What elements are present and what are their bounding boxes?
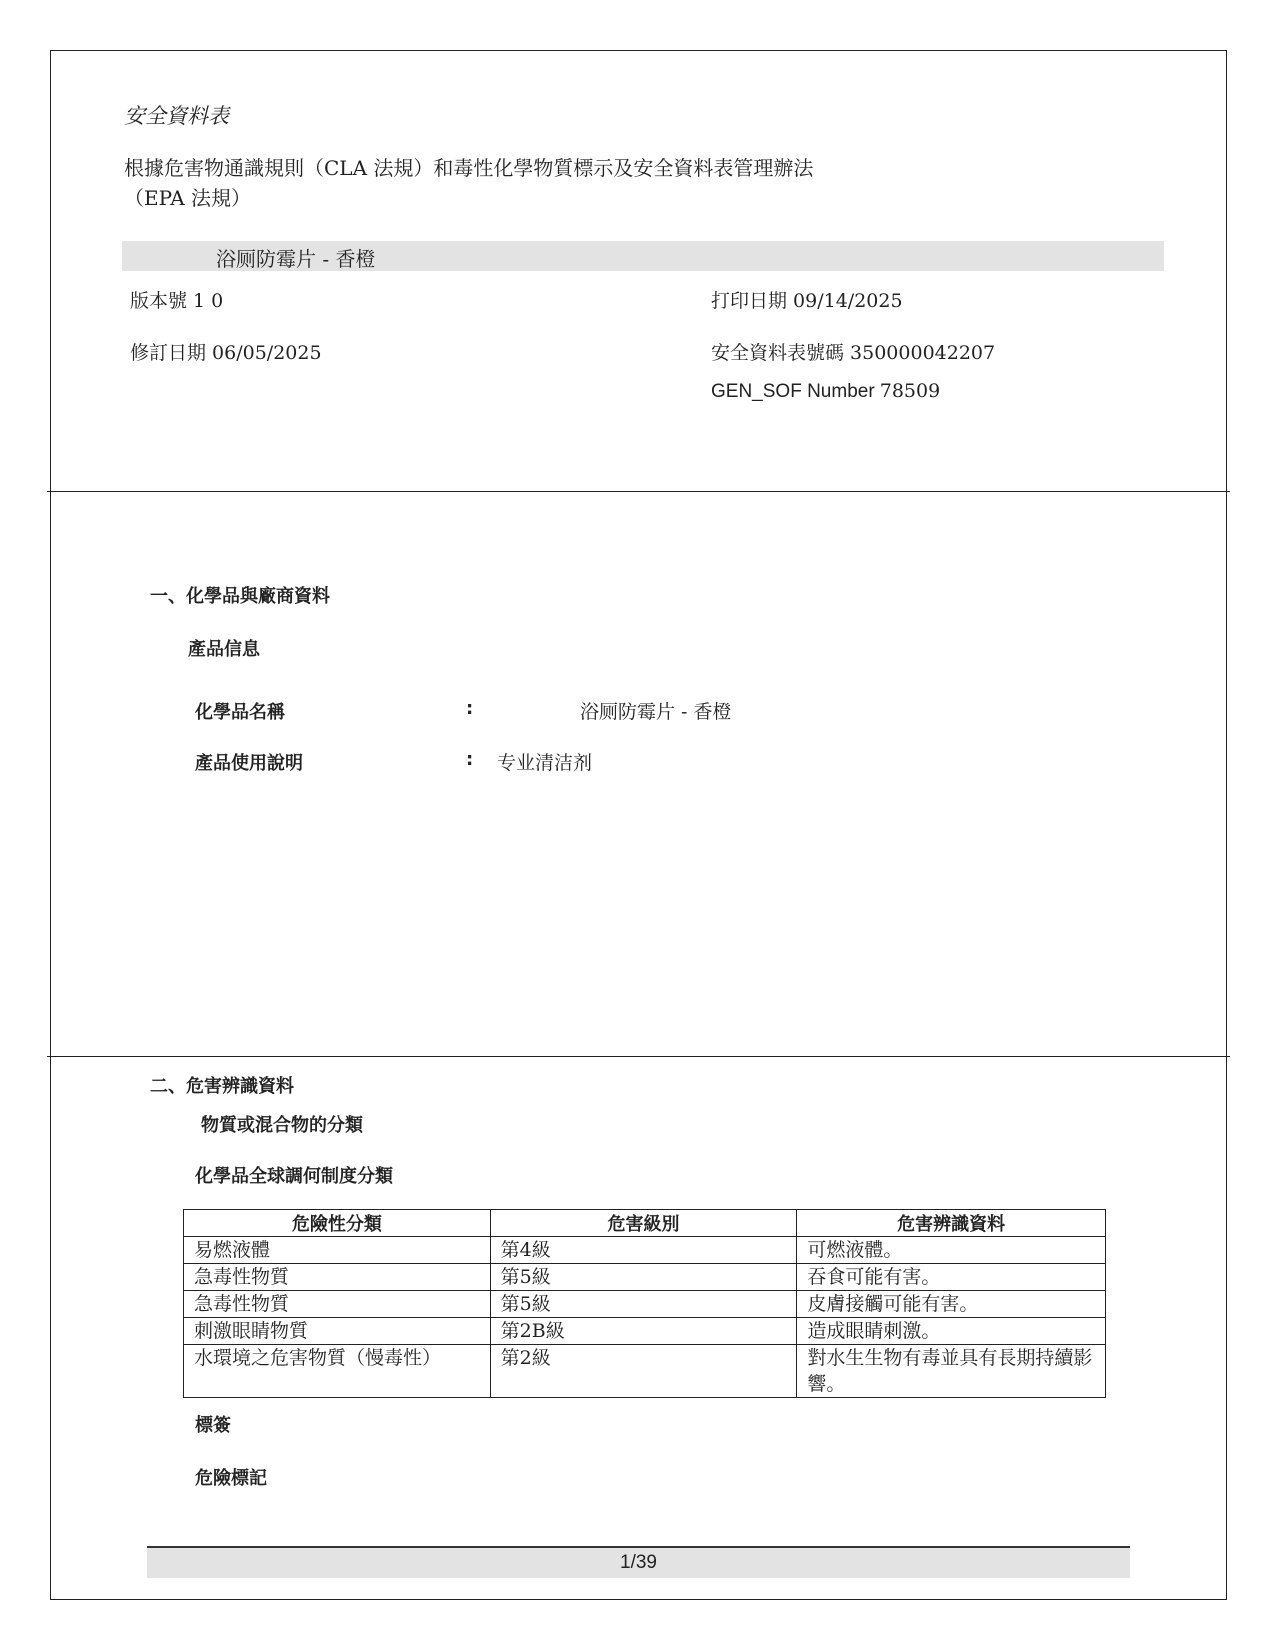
chemical-name-value: 浴厕防霉片 - 香橙 — [580, 701, 732, 723]
page-footer — [147, 1546, 1130, 1578]
table-cell: 第5級 — [490, 1264, 797, 1291]
table-cell: 第2級 — [490, 1345, 797, 1398]
table-cell: 可燃液體。 — [797, 1237, 1106, 1264]
label-heading: 標簽 — [195, 1415, 231, 1436]
product-name-bar — [122, 241, 1164, 271]
sds-number: 安全資料表號碼 350000042207 — [711, 342, 996, 364]
field-colon: : — [466, 698, 474, 719]
table-cell: 水環境之危害物質（慢毒性） — [184, 1345, 491, 1398]
print-date: 打印日期 09/14/2025 — [711, 290, 903, 312]
classification-heading: 物質或混合物的分類 — [201, 1115, 363, 1136]
table-header-row — [184, 1210, 1106, 1237]
page-number: 1/39 — [620, 1552, 657, 1573]
product-use-value: 专业清洁剂 — [497, 752, 593, 774]
table-cell: 皮膚接觸可能有害。 — [797, 1291, 1106, 1318]
hazard-mark-heading: 危險標記 — [195, 1468, 267, 1489]
gen-sof-number — [711, 380, 940, 403]
table-cell: 對水生生物有毒並具有長期持續影響。 — [797, 1345, 1106, 1398]
ghs-classification-table — [183, 1209, 1106, 1398]
product-name: 浴厕防霉片 - 香橙 — [216, 247, 376, 271]
ghs-classification-heading: 化學品全球調何制度分類 — [195, 1166, 393, 1187]
chemical-name-label: 化學品名稱 — [195, 702, 285, 723]
table-row — [184, 1264, 1106, 1291]
revision-date: 修訂日期 06/05/2025 — [130, 342, 322, 364]
table-cell: 第2B級 — [490, 1318, 797, 1345]
divider — [47, 1056, 1230, 1057]
product-info-heading: 產品信息 — [188, 639, 260, 660]
table-cell: 造成眼睛刺激。 — [797, 1318, 1106, 1345]
table-row — [184, 1345, 1106, 1398]
column-header: 危害級別 — [490, 1210, 797, 1237]
column-header: 危險性分類 — [184, 1210, 491, 1237]
table-cell: 急毒性物質 — [184, 1264, 491, 1291]
product-use-label: 產品使用說明 — [195, 753, 303, 774]
regulation-subtitle: 根據危害物通識規則（CLA 法規）和毒性化學物質標示及安全資料表管理辦法（EPA 法規） — [124, 156, 814, 210]
divider — [47, 491, 1230, 492]
table-cell: 第4級 — [490, 1237, 797, 1264]
table-cell: 刺激眼睛物質 — [184, 1318, 491, 1345]
table-cell: 第5級 — [490, 1291, 797, 1318]
column-header: 危害辨識資料 — [797, 1210, 1106, 1237]
table-cell: 急毒性物質 — [184, 1291, 491, 1318]
table-cell: 吞食可能有害。 — [797, 1264, 1106, 1291]
section-1-heading: 一、化學品與廠商資料 — [150, 586, 330, 607]
table-cell: 易燃液體 — [184, 1237, 491, 1264]
section-2-heading: 二、危害辨識資料 — [150, 1076, 294, 1097]
document-title: 安全資料表 — [124, 104, 229, 128]
table-row — [184, 1318, 1106, 1345]
version-number: 版本號 1 0 — [130, 290, 224, 312]
gen-sof-label: GEN_SOF Number — [711, 381, 875, 402]
table-row — [184, 1237, 1106, 1264]
table-row — [184, 1291, 1106, 1318]
gen-sof-value: 78509 — [879, 380, 941, 402]
field-colon: : — [466, 749, 474, 770]
